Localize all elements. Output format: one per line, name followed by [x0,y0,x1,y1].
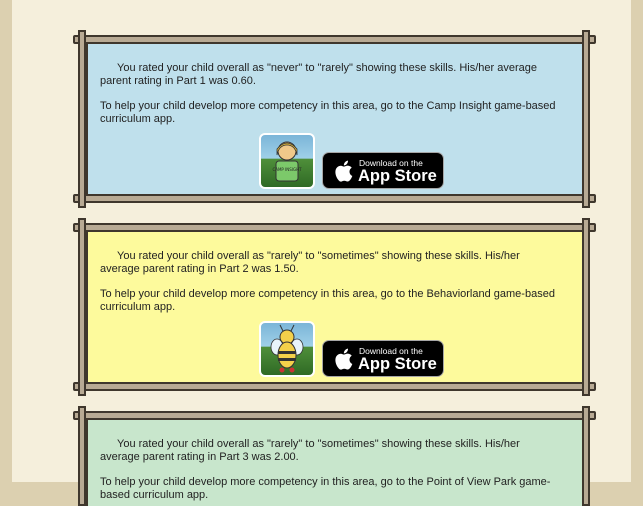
apple-logo-icon [332,347,354,371]
app-store-button[interactable] [322,340,444,377]
badge-small-text: Download on the [359,158,423,168]
badge-small-text: Download on the [359,346,423,356]
badge-big-text: App Store [358,355,437,373]
rating-text: You rated your child overall as "rarely" to "sometimes" showing these skills. His/her average parent rating in Part 2 was 1.50. [100,250,520,275]
frame-post-left [78,218,86,396]
camp-insight-app-icon[interactable] [259,133,315,189]
frame-post-left [78,30,86,208]
result-card-part-1 [73,30,596,208]
card-panel [86,228,585,388]
result-card-part-3 [73,406,596,501]
card-panel [86,416,585,506]
result-card-part-2 [73,218,596,396]
frame-post-right [582,218,590,396]
frame-rail-top [73,411,596,420]
apple-logo-icon [332,159,354,183]
frame-post-right [582,406,590,506]
camp-insight-avatar [261,135,313,187]
frame-post-right [582,30,590,208]
help-text: To help your child develop more competency in this area, go to the Camp Insight game-based curriculum app. [100,100,556,125]
rating-text: You rated your child overall as "never" to "rarely" showing these skills. His/her average parent rating in Part 1 was 0.60. [100,62,537,87]
rating-text: You rated your child overall as "rarely" to "sometimes" showing these skills. His/her average parent rating in Part 3 was 2.00. [100,438,520,463]
help-text: To help your child develop more competency in this area, go to the Point of View Park game-based curriculum app. [100,476,551,501]
frame-post-left [78,406,86,506]
avatar-shirt-text: CAMP INSIGHT [272,167,302,172]
app-store-button[interactable] [322,152,444,189]
badge-big-text: App Store [358,167,437,185]
frame-rail-bottom [73,382,596,391]
frame-rail-bottom [73,194,596,203]
help-text: To help your child develop more competency in this area, go to the Behaviorland game-based curriculum app. [100,288,555,313]
behaviorland-app-icon[interactable] [259,321,315,377]
card-panel [86,40,585,200]
frame-rail-top [73,35,596,44]
bee-avatar [261,323,313,375]
frame-rail-top [73,223,596,232]
